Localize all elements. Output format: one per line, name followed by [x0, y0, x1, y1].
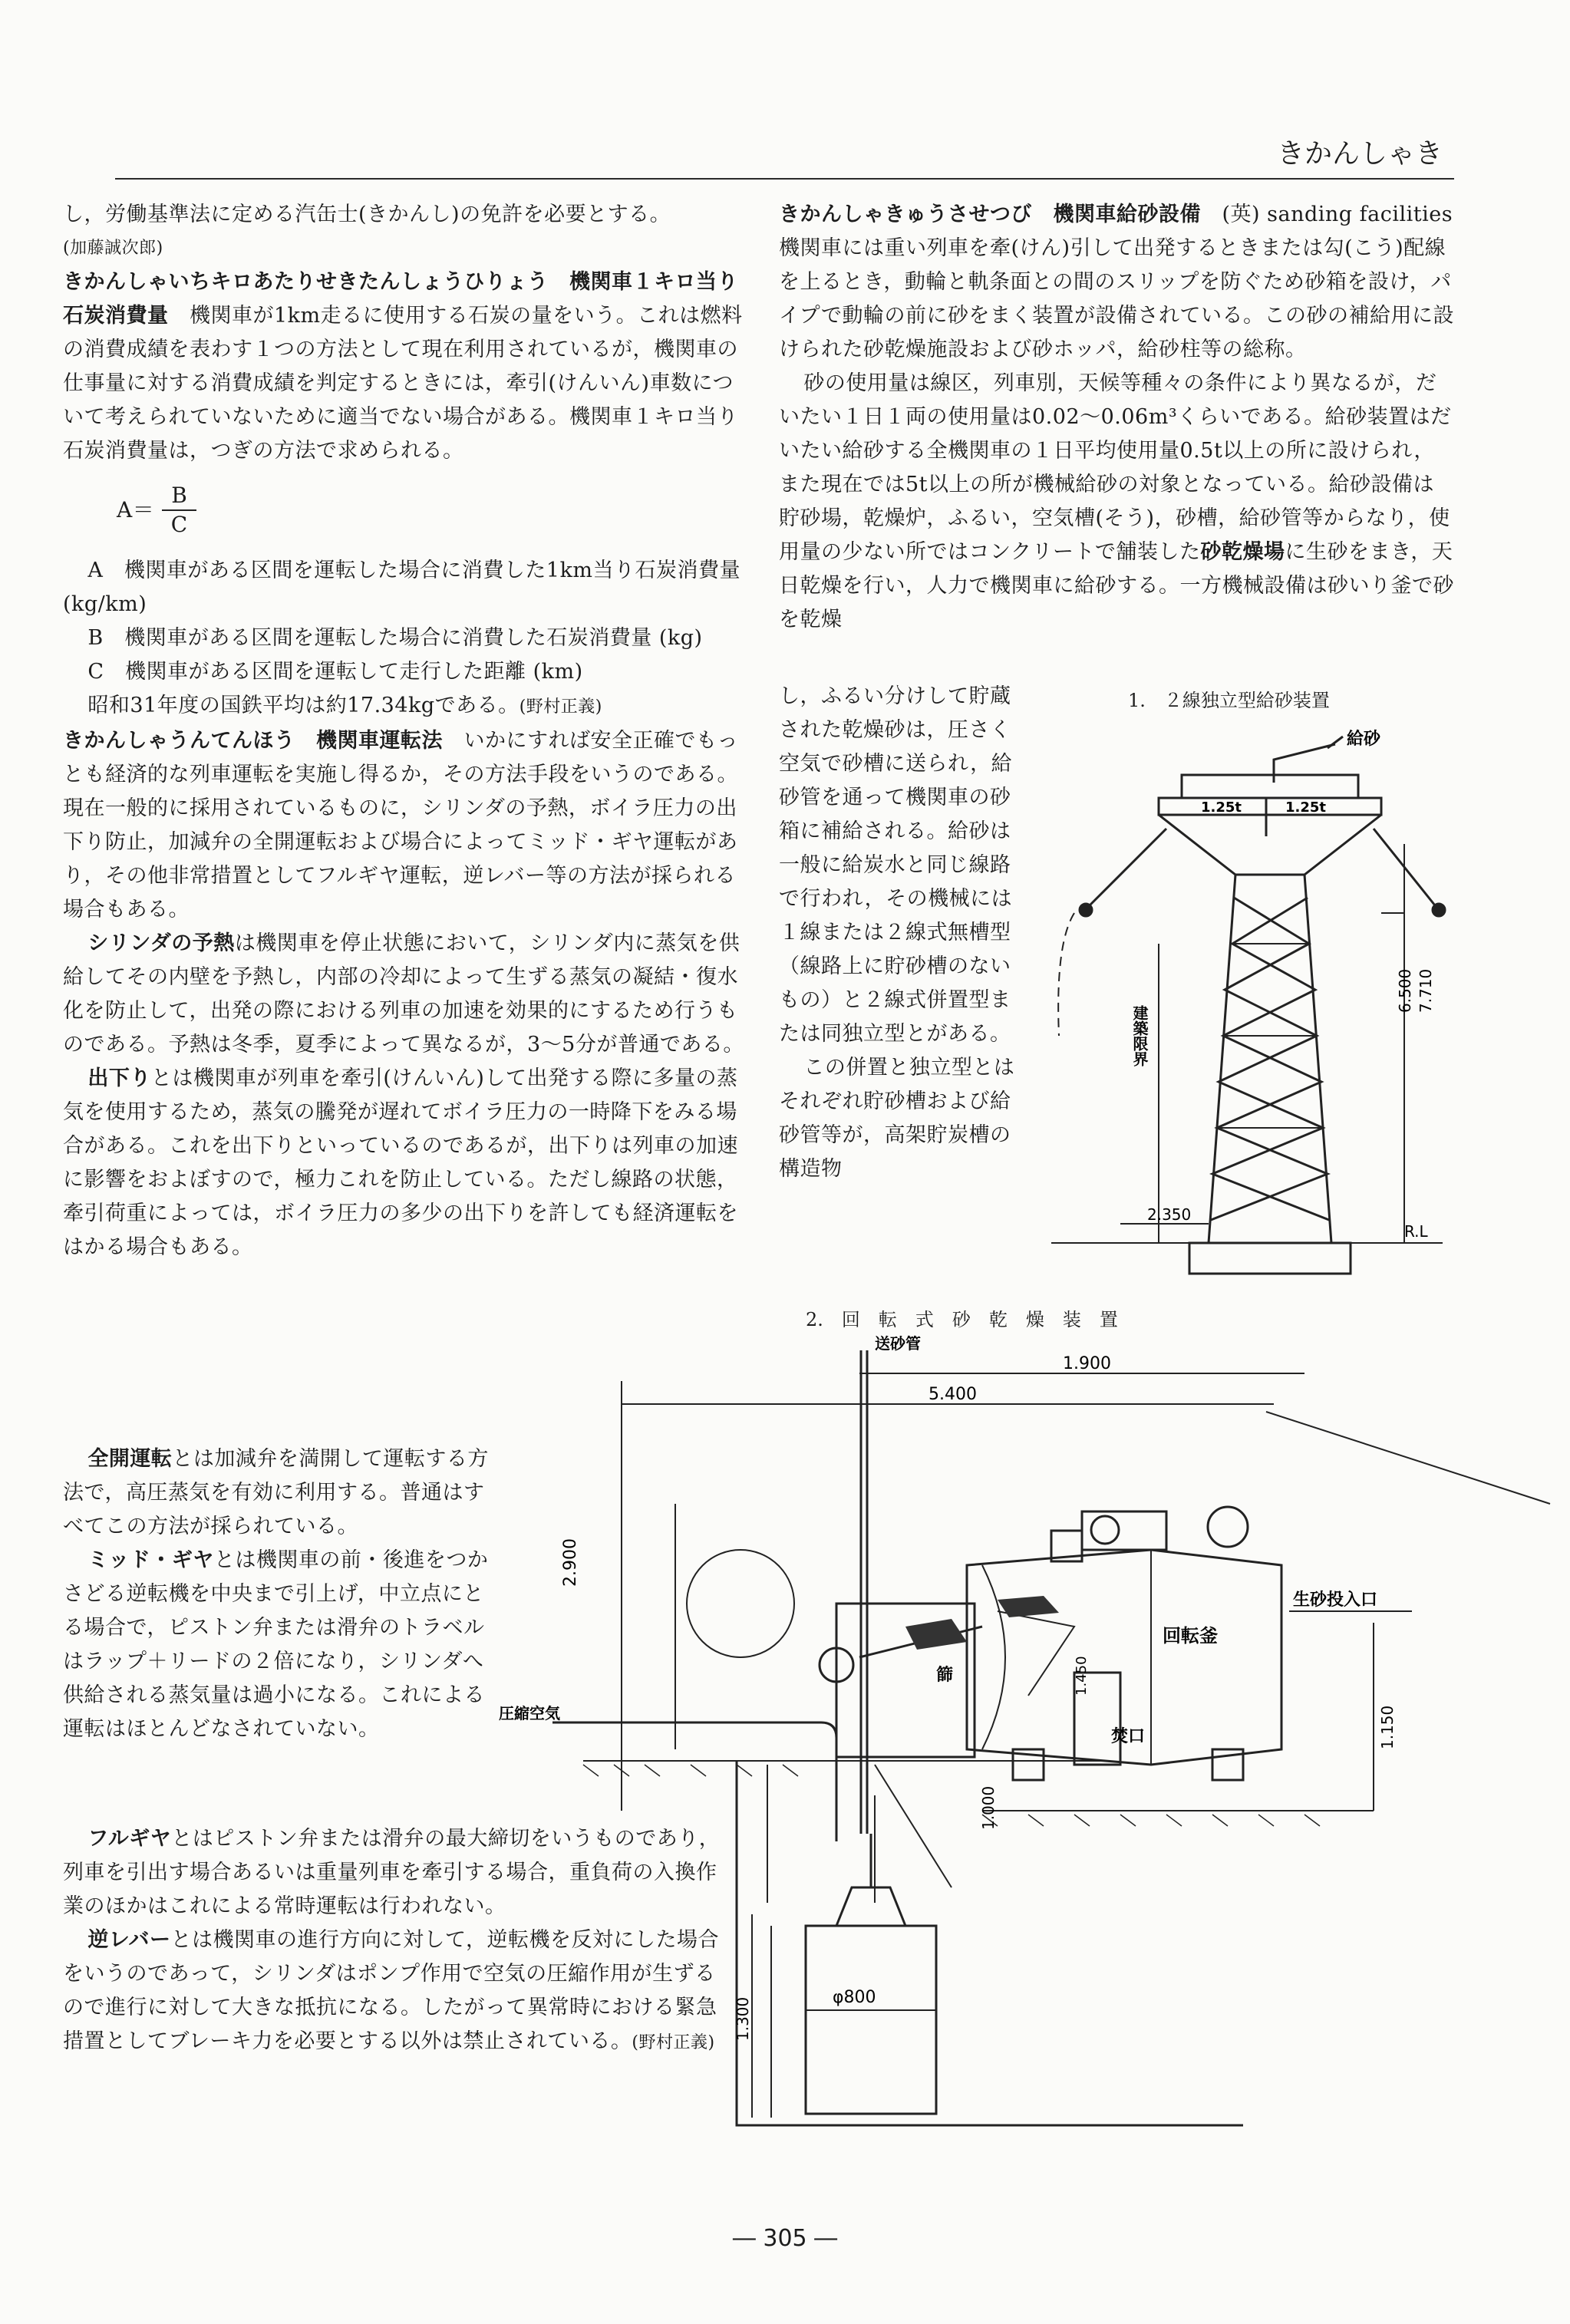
diameter-800-label: φ800 [833, 1988, 876, 2007]
definition-a: A 機関車がある区間を運転した場合に消費した1km当り石炭消費量 (kg/km) [63, 559, 741, 616]
header-rule [115, 178, 1454, 180]
sanding-types: この併置と独立型とはそれぞれ貯砂槽および給砂管等が，高架貯炭槽の構造物 [779, 1056, 1015, 1181]
clearance-label: 建築限界 [1130, 1005, 1149, 1066]
definition-c: C 機関車がある区間を運転して走行した距離 (km) [87, 660, 583, 684]
sand-label: 給砂 [1347, 730, 1381, 749]
span-dim-label: 5.400 [928, 1385, 977, 1404]
sanding-continued: し，ふるい分けして貯蔵された乾燥砂は，圧さく空気で砂槽に送られ，給砂管を通って機関車の砂箱に補給される。給砂は一般に給炭水と同じ線路で行われ，その機械には１線または２線式無槽型（線路上に貯砂槽のないもの）と２線式併置型または同独立型とがある。 [779, 684, 1013, 1046]
left-column-upper [63, 198, 754, 1264]
fraction: $\frac{B}{C}$ [162, 482, 196, 539]
headword: きかんしゃいちキロあたりせきたんしょうひりょう 機関車１キロ当り石炭消費量 [63, 270, 738, 328]
formula: A＝ $\frac{B}{C}$ [117, 482, 754, 539]
definition-b: B 機関車がある区間を運転した場合に消費した石炭消費量 (kg) [87, 626, 703, 650]
width-dim: 2.350 [1147, 1205, 1192, 1224]
screen-mesh-2 [998, 1596, 1059, 1617]
right-column-upper [779, 198, 1454, 637]
term-reverse-lever: 逆レバーとは機関車の進行方向に対して，逆転機を反対にした場合をいうのであって，シリンダはポンプ作用で空気の圧縮作用が生ずるので進行に対して大きな抵抗になる。したがって異常時における緊急措置としてブレーキ力を必要とする以外は禁止されている。(野村正義) [63, 1928, 719, 2053]
hopper-label-1: 1.25t [1201, 799, 1242, 816]
depth-1300-label: 1.300 [734, 1996, 752, 2041]
entry-sanding-facilities: きかんしゃきゅうさせつび 機関車給砂設備 (英) sanding facilities 機関車には重い列車を牽(けん)引して出発するときまたは勾(こう)配線を上るとき，動輪と軌条面との間のスリップを防ぐため砂箱を設け，パイプで動輪の前に砂をまく装置が設備されている。この砂の補給用に設けられた砂乾燥施設および砂ホッパ，給砂柱等の総称。 [779, 203, 1454, 361]
figure-1-caption: 1. ２線独立型給砂装置 [1128, 690, 1330, 711]
headword: きかんしゃきゅうさせつび 機関車給砂設備 [779, 203, 1201, 226]
top-dim-label: 1.900 [1063, 1354, 1111, 1373]
national-average: 昭和31年度の国鉄平均は約17.34kgである。(野村正義) [87, 694, 602, 717]
screen-label: 篩 [936, 1666, 954, 1685]
firing-door-label: 焚口 [1111, 1727, 1146, 1746]
figure-2-rotary-sand-dryer [491, 1335, 1565, 2133]
right-column-narrow [779, 680, 1024, 1186]
figure-2-caption: 2. 回 転 式 砂 乾 燥 装 置 [806, 1309, 1118, 1330]
entry-operation-method: きかんしゃうんてんほう 機関車運転法 いかにすれば安全正確でもっとも経済的な列車運転を実施し得るか，その方法手段をいうのである。現在一般的に採用されているものに，シリンダの予熱，ボイラ圧力の出下り防止，加減弁の全開運転および場合によってミッド・ギヤ運転があり，その他非常措置としてフルギヤ運転，逆レバー等の方法が採られる場合もある。 [63, 729, 738, 921]
dim-1450-label: 1.450 [1074, 1656, 1090, 1696]
compressed-air-label: 圧縮空気 [499, 1704, 560, 1722]
sand-pipe-label: 送砂管 [875, 1335, 921, 1353]
rail-level-label: R.L [1404, 1222, 1428, 1241]
running-head: きかんしゃき [1276, 138, 1443, 170]
figure-1-sand-tower [1044, 714, 1458, 1297]
term-preheat: シリンダの予熱は機関車を停止状態において，シリンダ内に蒸気を供給してその内壁を予熱し，内部の冷却によって生ずる蒸気の凝結・復水化を防止して，出発の際における列車の加速を効果的にするため行うものである。予熱は冬季，夏季によって異なるが，3～5分が普通である。 [63, 931, 744, 1057]
hopper-label-2: 1.25t [1285, 799, 1327, 816]
term-pressure-drop: 出下りとは機関車が列車を牽引(けんいん)して出発する際に多量の蒸気を使用するため，蒸気の騰発が遅れてボイラ圧力の一時降下をみる場合がある。これを出下りといっているのであるが，出下りは列車の加速に影響をおよぼすので，極力これを防止している。ただし線路の状態，牽引荷重によっては，ボイラ圧力の多少の出下りを許しても経済運転をはかる場合もある。 [63, 1066, 738, 1259]
sand-usage-paragraph: 砂の使用量は線区，列車別，天候等種々の条件により異なるが，だいたい１日１両の使用量は0.02～0.06m³くらいである。給砂装置はだいたい給砂する全機関車の１日平均使用量0.5t以上の所に設けられ，また現在では5t以上の所が機械給砂の対象となっている。給砂設備は貯砂場，乾燥炉，ふるい，空気槽(そう)，砂槽，給砂管等からなり，使用量の少ない所ではコンクリートで舗装した砂乾燥場に生砂をまき，天日乾燥を行い，人力で機関車に給砂する。一方機械設備は砂いり釜で砂を乾燥 [779, 371, 1454, 631]
headword: きかんしゃうんてんほう 機関車運転法 [63, 729, 443, 753]
signature: (加藤誠次郎) [63, 239, 163, 258]
screen-mesh-1 [905, 1619, 967, 1650]
continued-paragraph: し，労働基準法に定める汽缶士(きかんし)の免許を必要とする。 [63, 203, 671, 226]
height-dim-2: 7.710 [1417, 968, 1435, 1013]
term-full-gear: フルギヤとはピストン弁または滑弁の最大締切をいうものであり，列車を引出す場合あるいは重量列車を牽引する場合，重負荷の入換作業のほかはこれによる常時運転は行われない。 [63, 1827, 721, 1918]
page-number: ― 305 ― [732, 2225, 838, 2252]
left-column-narrow [63, 1442, 493, 1746]
raw-sand-inlet-label: 生砂投入口 [1293, 1591, 1378, 1610]
depth-1000-label: 1.000 [979, 1785, 998, 1830]
term-mid-gear: ミッド・ギヤとは機関車の前・後進をつかさどる逆転機を中央まで引上げ，中立点にとる場合で，ピストン弁または滑弁のトラベルはラップ＋リードの２倍になり，シリンダへ供給される蒸気量は過小になる。これによる運転はほとんどなされていない。 [63, 1548, 489, 1741]
entry-coal-consumption: きかんしゃいちキロあたりせきたんしょうひりょう 機関車１キロ当り石炭消費量 機関車が1km走るに使用する石炭の量をいう。これは燃料の消費成績を表わす１つの方法として現在利用されているが，機関車の仕事量に対する消費成績を判定するときには，牽引(けんいん)車数について考えられていないために適当でない場合がある。機関車１キロ当り石炭消費量は，つぎの方法で求められる。 [63, 270, 743, 463]
height-1150-label: 1.150 [1378, 1705, 1397, 1749]
rotary-drum-label: 回転釜 [1163, 1625, 1218, 1647]
height-dim-1: 6.500 [1396, 968, 1414, 1013]
height-2900-label: 2.900 [561, 1538, 580, 1587]
term-full-open: 全開運転とは加減弁を満開して運転する方法で，高圧蒸気を有効に利用する。普通はすべてこの方法が採られている。 [63, 1447, 489, 1538]
